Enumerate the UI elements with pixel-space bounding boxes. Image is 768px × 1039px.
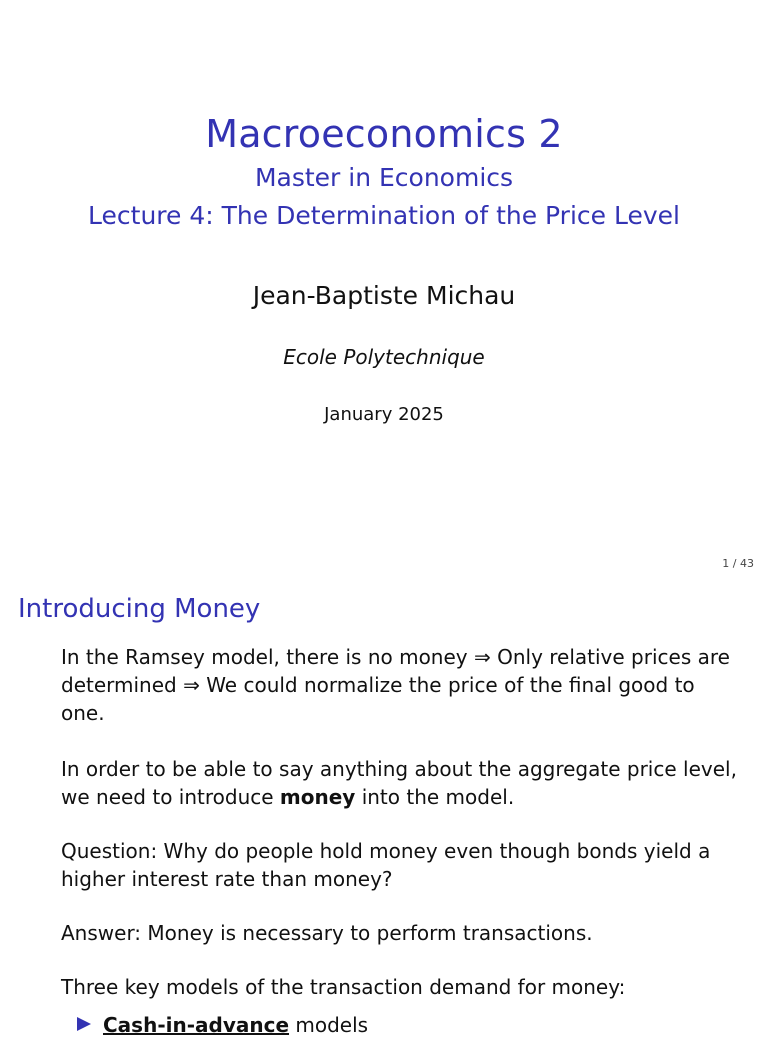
content-slide bbox=[0, 576, 768, 1037]
emphasis-money: money bbox=[279, 785, 356, 809]
bullet-emphasis: Cash-in-advance bbox=[103, 1013, 290, 1037]
text-line: In order to be able to say anything about the aggregate price level, bbox=[61, 757, 737, 781]
presentation-title: Macroeconomics 2 bbox=[205, 112, 563, 156]
paragraph-ramsey bbox=[61, 643, 741, 727]
bullet-text: models bbox=[289, 1013, 369, 1037]
presentation-date: January 2025 bbox=[324, 404, 444, 425]
text-line: In the Ramsey model, there is no money ⇒ Only relative prices are bbox=[61, 645, 730, 669]
institution: Ecole Polytechnique bbox=[283, 345, 485, 369]
paragraph-models-intro bbox=[61, 973, 741, 1001]
text-line: Answer: Money is necessary to perform transactions. bbox=[61, 921, 593, 945]
paragraph-question bbox=[61, 837, 741, 893]
text-line: determined ⇒ We could normalize the price of the final good to bbox=[61, 673, 695, 697]
page-number: 1 / 43 bbox=[722, 557, 754, 570]
text-line: one. bbox=[61, 701, 105, 725]
bullet-item bbox=[77, 1011, 368, 1039]
lecture-title: Lecture 4: The Determination of the Price Level bbox=[88, 201, 680, 230]
author-name: Jean-Baptiste Michau bbox=[252, 281, 516, 310]
paragraph-price-level bbox=[61, 755, 741, 811]
text-line: higher interest rate than money? bbox=[61, 867, 393, 891]
frame-title: Introducing Money bbox=[18, 594, 261, 624]
text-line bbox=[61, 783, 741, 811]
presentation-subtitle: Master in Economics bbox=[254, 163, 514, 192]
text-segment: we need to introduce bbox=[61, 785, 280, 809]
text-line: Question: Why do people hold money even though bonds yield a bbox=[61, 839, 711, 863]
text-segment: into the model. bbox=[355, 785, 515, 809]
triangle-bullet-icon bbox=[77, 1017, 91, 1031]
paragraph-answer bbox=[61, 919, 741, 947]
text-line: Three key models of the transaction demand for money: bbox=[61, 975, 626, 999]
